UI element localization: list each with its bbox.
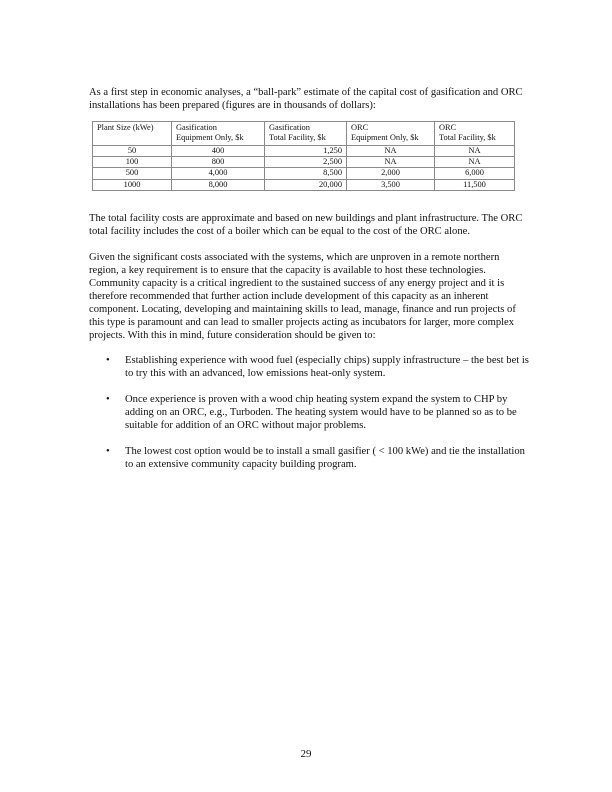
cell-orc-equipment: 2,000: [347, 168, 435, 179]
cell-orc-total: NA: [435, 157, 515, 168]
header-line: Equipment Only, $k: [176, 133, 244, 143]
cell-gasification-equipment: 800: [172, 157, 265, 168]
table-row: [93, 146, 515, 157]
header-line: Total Facility, $k: [269, 133, 326, 143]
cell-orc-total: 11,500: [435, 179, 515, 190]
list-item: [89, 445, 529, 471]
header-line: Plant Size (kWe): [97, 123, 154, 132]
header-orc-total: [435, 122, 515, 146]
header-line: ORC: [439, 123, 457, 132]
cell-gasification-equipment: 8,000: [172, 179, 265, 190]
cell-gasification-total: 8,500: [265, 168, 347, 179]
cell-gasification-total: 1,250: [265, 146, 347, 157]
cell-orc-equipment: NA: [347, 146, 435, 157]
header-line: Gasification: [176, 123, 217, 132]
list-item-text: Once experience is proven with a wood chip heating system expand the system to CHP by adding on an ORC, e.g., Turboden. The heating system would have to be planned so as to be suitable for addition of an ORC without major problems.: [125, 394, 517, 431]
header-gasification-equipment: [172, 122, 265, 146]
cell-gasification-equipment: 400: [172, 146, 265, 157]
cell-plant-size: 50: [93, 146, 172, 157]
table-row: [93, 168, 515, 179]
header-plant-size: [93, 122, 172, 146]
cell-gasification-total: 2,500: [265, 157, 347, 168]
community-capacity-paragraph: Given the significant costs associated with the systems, which are unproven in a remote northern region, a key requirement is to ensure that the capacity is available to host these technologies. Community capacity is a critical ingredient to the sustained success of any energy project and it is therefore recommended that further action include development of this capacity as an inherent component. Locating, developing and maintaining skills to lead, manage, finance and run projects of this type is paramount and can lead to smaller projects acting as incubators for larger, more complex projects. With this in mind, future consideration should be given to:: [89, 252, 516, 341]
table-row: [93, 179, 515, 190]
cell-orc-equipment: NA: [347, 157, 435, 168]
cell-orc-equipment: 3,500: [347, 179, 435, 190]
intro-paragraph: As a first step in economic analyses, a “ball-park” estimate of the capital cost of gasification and ORC installations has been prepared (figures are in thousands of dollars):: [89, 87, 523, 111]
cell-gasification-equipment: 4,000: [172, 168, 265, 179]
list-item-text: The lowest cost option would be to install a small gasifier ( < 100 kWe) and tie the installation to an extensive community capacity building program.: [125, 446, 525, 470]
cell-orc-total: 6,000: [435, 168, 515, 179]
bullet-icon: •: [106, 355, 110, 366]
header-line: Gasification: [269, 123, 310, 132]
bullet-icon: •: [106, 446, 110, 457]
cost-notes-paragraph: The total facility costs are approximate and based on new buildings and plant infrastructure. The ORC total facility includes the cost of a boiler which can be equal to the cost of the ORC alone.: [89, 213, 523, 237]
header-line: Total Facility, $k: [439, 133, 496, 143]
cell-plant-size: 100: [93, 157, 172, 168]
cell-gasification-total: 20,000: [265, 179, 347, 190]
header-line: ORC: [351, 123, 369, 132]
list-item: [89, 393, 529, 432]
page-number: 29: [300, 748, 312, 760]
capital-cost-table: [92, 121, 515, 191]
list-item-text: Establishing experience with wood fuel (especially chips) supply infrastructure – the best bet is to try this with an advanced, low emissions heat-only system.: [125, 355, 529, 379]
header-orc-equipment: [347, 122, 435, 146]
cell-orc-total: NA: [435, 146, 515, 157]
header-gasification-total: [265, 122, 347, 146]
list-item: [89, 354, 529, 380]
table-row: [93, 157, 515, 168]
bullet-icon: •: [106, 394, 110, 405]
recommendation-list: [89, 354, 529, 484]
table-header-row: [93, 122, 515, 146]
cell-plant-size: 500: [93, 168, 172, 179]
cell-plant-size: 1000: [93, 179, 172, 190]
header-line: Equipment Only, $k: [351, 133, 419, 143]
